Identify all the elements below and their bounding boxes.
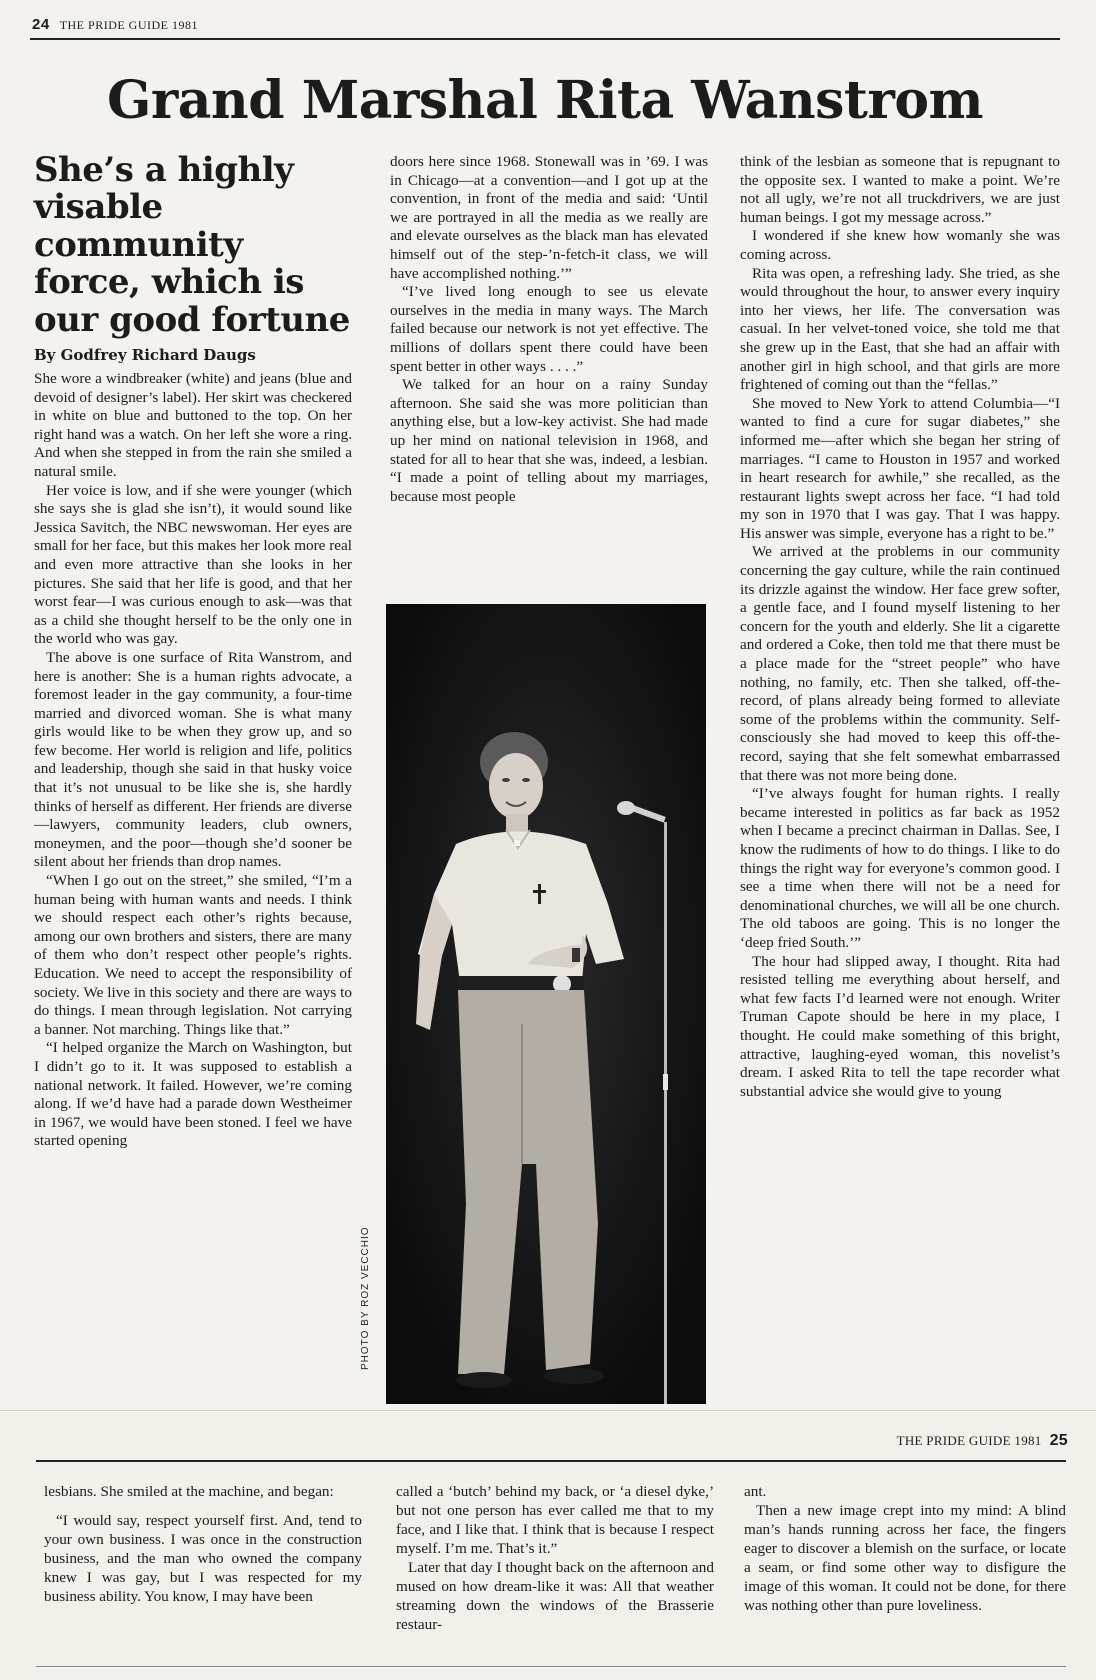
text-column-1: [44, 1482, 362, 1606]
page-number: 25: [1049, 1432, 1068, 1449]
footer-rule: [36, 1666, 1066, 1667]
paragraph: “I would say, respect yourself first. And, tend to your own business. I was once in the construction business, and the man who owned the company knew I was gay, but I was respected for my business ability. You know, I may have been: [44, 1512, 362, 1605]
paragraph: She wore a windbreaker (white) and jeans (blue and devoid of designer’s label). Her skirt was checkered in white on blue and buttoned to the top. On her right hand was a watch. On her left she wore a ring. And when she stepped in from the rain she smiled a natural smile.: [34, 370, 352, 480]
paragraph: doors here since 1968. Stonewall was in ’69. I was in Chicago—at a convention—and I got up at the convention, in front of the media and said: ‘Until we are portrayed in all the media as we really are and elevate ourselves as the black man has elevated himself out of the step-’n-fetch-it class, we will have accomplished nothing.’”: [390, 153, 708, 282]
paragraph: We talked for an hour on a rainy Sunday afternoon. She said she was more politician than anything else, but a low-key activist. She had made up her mind on national television in 1968, and stated for all to hear that she was, indeed, a lesbian. “I made a point of telling about my marriages, because most people: [390, 376, 708, 505]
paragraph: ant.: [744, 1483, 767, 1500]
paragraph: think of the lesbian as someone that is repugnant to the opposite sex. I wanted to make a point. We’re not all ugly, we’re not all truckdrivers, we are just human beings. I got my message across.”: [740, 153, 1060, 226]
page-number: 24: [32, 16, 50, 33]
paragraph: “I’ve always fought for human rights. I really became interested in politics as far back as 1952 when I became a precinct chairman in Dallas. See, I know the rudiments of how to do things. I like to do things the right way for everyone’s common good. I see a time when there will not be a need for denominational churches, we will all be one church. The old taboos are going. This is no longer the ‘deep fried South.’”: [740, 785, 1060, 951]
paragraph: “I helped organize the March on Washington, but I didn’t go to it. It was supposed to establish a national network. It failed. However, we’re coming along. If we’d have had a parade down Westheimer in 1967, we would have been stoned. I feel we have started opening: [34, 1039, 352, 1150]
header-rule: [30, 38, 1060, 40]
text-column-3: [744, 1482, 1066, 1615]
publication-title: THE PRIDE GUIDE 1981: [896, 1433, 1042, 1448]
paragraph: “When I go out on the street,” she smiled, “I’m a human being with human wants and needs. I think we should respect each other’s rights because, among our own brothers and sisters, there are many of them who don’t respect other people’s rights. Education. We need to accept the responsibility of society. We live in this society and there are ways to do things. I mean through legislation. Not carrying a banner. Not marching. Things like that.”: [34, 872, 352, 1038]
portrait-photo: [386, 604, 706, 1404]
paragraph: She moved to New York to attend Columbia—“I wanted to find a cure for sugar diabetes,” she informed me—after which she began her string of marriages. “I came to Houston in 1957 and worked in heart research for awhile,” she recalled, as the restaurant lights swept across her face. “I had told my son in 1970 that I was gay. That I was happy. His answer was simple, everyone has a right to be.”: [740, 394, 1060, 542]
publication-title: THE PRIDE GUIDE 1981: [59, 18, 199, 32]
paragraph: called a ‘butch’ behind my back, or ‘a diesel dyke,’ but not one person has ever called me that to my face, and I like that. I think that is because I respect myself. I’m me. That’s it.”: [396, 1483, 714, 1557]
article-headline: Grand Marshal Rita Wanstrom: [106, 70, 984, 131]
paragraph: The above is one surface of Rita Wanstrom, and here is another: She is a human rights advocate, a foremost leader in the gay community, a four-time married and divorced woman. She is what many girls would like to be when they grow up, and so few become. Her world is religion and life, politics and leadership, though she said in that husky voice that it’s not unusual to be like she is, she hardly thinks of herself as different. Her friends are diverse—lawyers, community leaders, club owners, moneymen, and the poor—though she’d sooner be silent about her friends than drop names.: [34, 648, 352, 871]
header-rule: [36, 1460, 1066, 1462]
photo-illustration: [386, 604, 706, 1404]
paragraph: I wondered if she knew how womanly she was coming across.: [740, 227, 1060, 263]
byline: By Godfrey Richard Daugs: [34, 346, 256, 364]
paragraph: Later that day I thought back on the afternoon and mused on how dream-like it was: All that weather streaming down the windows of the Brasserie restaur-: [396, 1559, 714, 1633]
article-deck: She’s a highly visable community force, which is our good fortune: [34, 150, 350, 340]
text-column-3: [740, 153, 1060, 1101]
running-head: [32, 16, 198, 33]
photo-credit: PHOTO BY ROZ VECCHIO: [360, 1226, 371, 1370]
paragraph: The hour had slipped away, I thought. Rita had resisted telling me everything about herself, and what few facts I’d learned were not enough. Writer Truman Capote should be here in my place, I thought. He could make something of this bright, attractive, laughing-eyed woman, this novelist’s dream. I asked Rita to tell the tape recorder what substantial advice she would give to young: [740, 952, 1060, 1100]
paragraph: “I’ve lived long enough to see us elevate ourselves in the media in many ways. The March failed because our network is not yet effective. The millions of dollars spent there could have been spent better in other ways . . . .”: [390, 283, 708, 375]
text-column-2: [396, 1482, 714, 1634]
text-column-2: [390, 153, 708, 506]
text-column-1: [34, 370, 352, 1151]
paragraph: We arrived at the problems in our community concerning the gay culture, while the rain continued its drizzle against the window. Her face grew softer, a gentle face, and I found myself listening to her concern for the youth and elderly. She lit a cigarette and ordered a Coke, then told me that there must be a place made for the “street people” who have nothing, no family, etc. Then she talked, off-the-record, of plans already being formed to alleviate some of the problems within the community. Self-consciously she had moved to keep this off-the-record, saying that she felt somewhat embarrassed that there was not more being done.: [740, 543, 1060, 784]
paragraph: lesbians. She smiled at the machine, and began:: [44, 1483, 334, 1500]
paragraph: Her voice is low, and if she were younger (which she says she is glad she isn’t), it would sound like Jessica Savitch, the NBC newswoman. Her eyes are small for her face, but this makes her look more real and even more attractive than she looks in her pictures. She said that her life is good, and that her worst fear—I was curious enough to ask—was that as a child she thought herself to be the only one in the world who was gay.: [34, 481, 352, 648]
paragraph: Rita was open, a refreshing lady. She tried, as she would throughout the hour, to answer every inquiry into her views, her life. The conversation was casual. In her velvet-toned voice, she told me that she grew up in the East, that she had an affair with another girl in high school, and that girls are more frightened of coming out than the “fellas.”: [740, 264, 1060, 394]
paragraph: Then a new image crept into my mind: A blind man’s hands running across her face, the fingers eager to discover a blemish on the surface, or locate a seam, or find some other way to disfigure the image of this woman. It could not be done, for there was nothing other than pure loveliness.: [744, 1502, 1066, 1614]
running-head-right: [897, 1432, 1068, 1450]
